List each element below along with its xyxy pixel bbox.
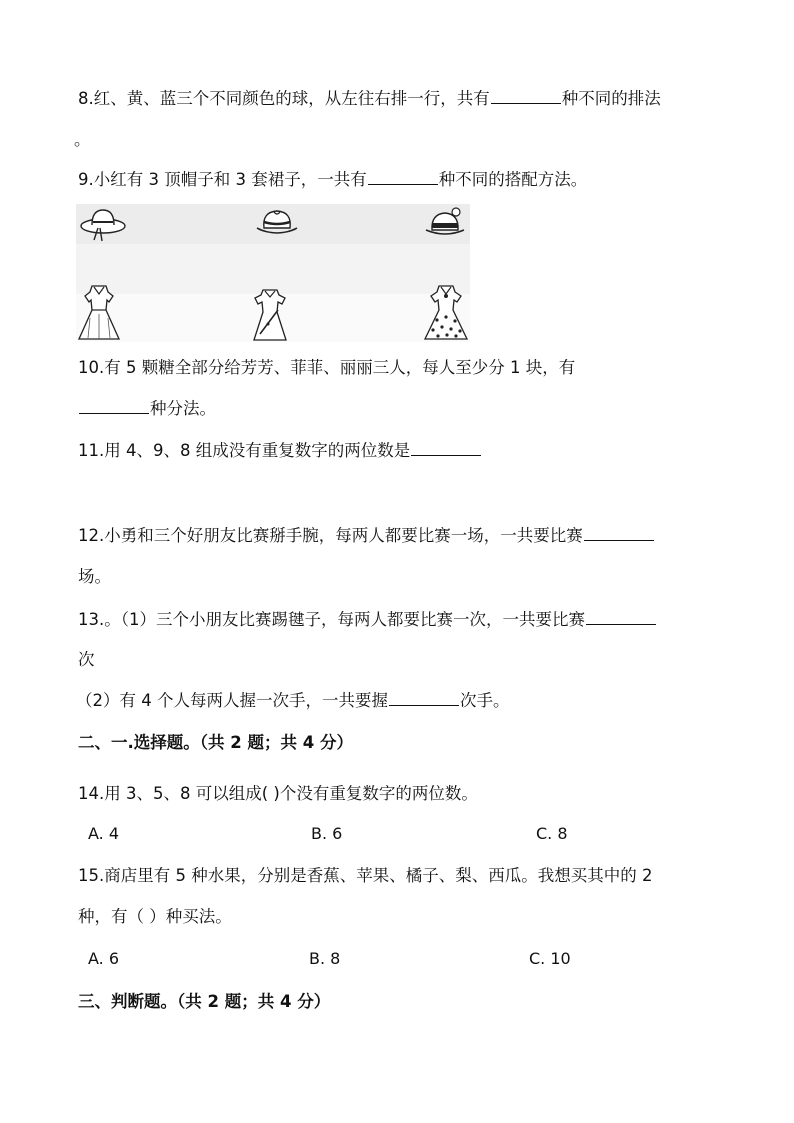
question-9-text: 9.小红有 3 顶帽子和 3 套裙子，一共有 [78, 170, 367, 189]
hat-icon [422, 204, 468, 240]
question-12-wrap: 场。 [78, 567, 111, 586]
question-13-part-2-text: （2）有 4 个人每两人握一次手，一共要握 [76, 691, 388, 710]
question-11-text: 11.用 4、9、8 组成没有重复数字的两位数是 [78, 441, 411, 460]
answer-blank [389, 691, 459, 706]
option-a: A. 6 [88, 949, 120, 968]
answer-blank [491, 89, 561, 104]
question-9 [78, 168, 587, 192]
answer-blank [584, 526, 654, 541]
question-14: 14.用 3、5、8 可以组成( )个没有重复数字的两位数。 [78, 784, 478, 803]
option-c: C. 10 [529, 949, 571, 968]
question-11 [78, 439, 482, 463]
question-8-wrap: 。 [74, 130, 91, 149]
answer-blank [586, 610, 656, 625]
question-8-text-after: 种不同的排法 [561, 89, 661, 108]
dress-icon [248, 288, 292, 342]
hat-icon [78, 204, 128, 244]
answer-blank [411, 441, 481, 456]
question-13-text: 13.。（1）三个小朋友比赛踢毽子，每两人都要比赛一次，一共要比赛 [78, 610, 585, 629]
question-10-text-after: 种分法。 [150, 399, 216, 418]
hats-and-dresses-figure [76, 204, 470, 342]
question-13-part-2 [76, 689, 510, 713]
question-12-text: 12.小勇和三个好朋友比赛掰手腕，每两人都要比赛一场，一共要比赛 [78, 526, 583, 545]
option-b: B. 6 [311, 824, 343, 843]
question-9-text-after: 种不同的搭配方法。 [438, 170, 588, 189]
answer-blank [368, 170, 438, 185]
question-13-part-1 [78, 608, 657, 632]
question-13-part-1-wrap: 次 [78, 650, 95, 669]
dress-icon [422, 284, 470, 342]
answer-blank [79, 399, 149, 414]
option-b: B. 8 [309, 949, 341, 968]
option-a: A. 4 [88, 824, 120, 843]
question-8 [78, 87, 661, 111]
question-12 [78, 524, 655, 548]
hat-icon [254, 206, 300, 240]
question-10-line2 [78, 397, 216, 421]
question-15-line2: 种，有（ ）种买法。 [78, 907, 232, 926]
question-10: 10.有 5 颗糖全部分给芳芳、菲菲、丽丽三人，每人至少分 1 块，有 [78, 358, 576, 377]
question-8-text: 8.红、黄、蓝三个不同颜色的球，从左往右排一行，共有 [78, 89, 490, 108]
section-2-heading: 二、一.选择题。（共 2 题；共 4 分） [78, 733, 353, 752]
section-3-heading: 三、判断题。（共 2 题；共 4 分） [78, 992, 331, 1011]
option-c: C. 8 [536, 824, 568, 843]
dress-icon [76, 284, 122, 342]
question-13-part-2-after: 次手。 [460, 691, 510, 710]
question-15: 15.商店里有 5 种水果，分别是香蕉、苹果、橘子、梨、西瓜。我想买其中的 2 [78, 866, 653, 885]
